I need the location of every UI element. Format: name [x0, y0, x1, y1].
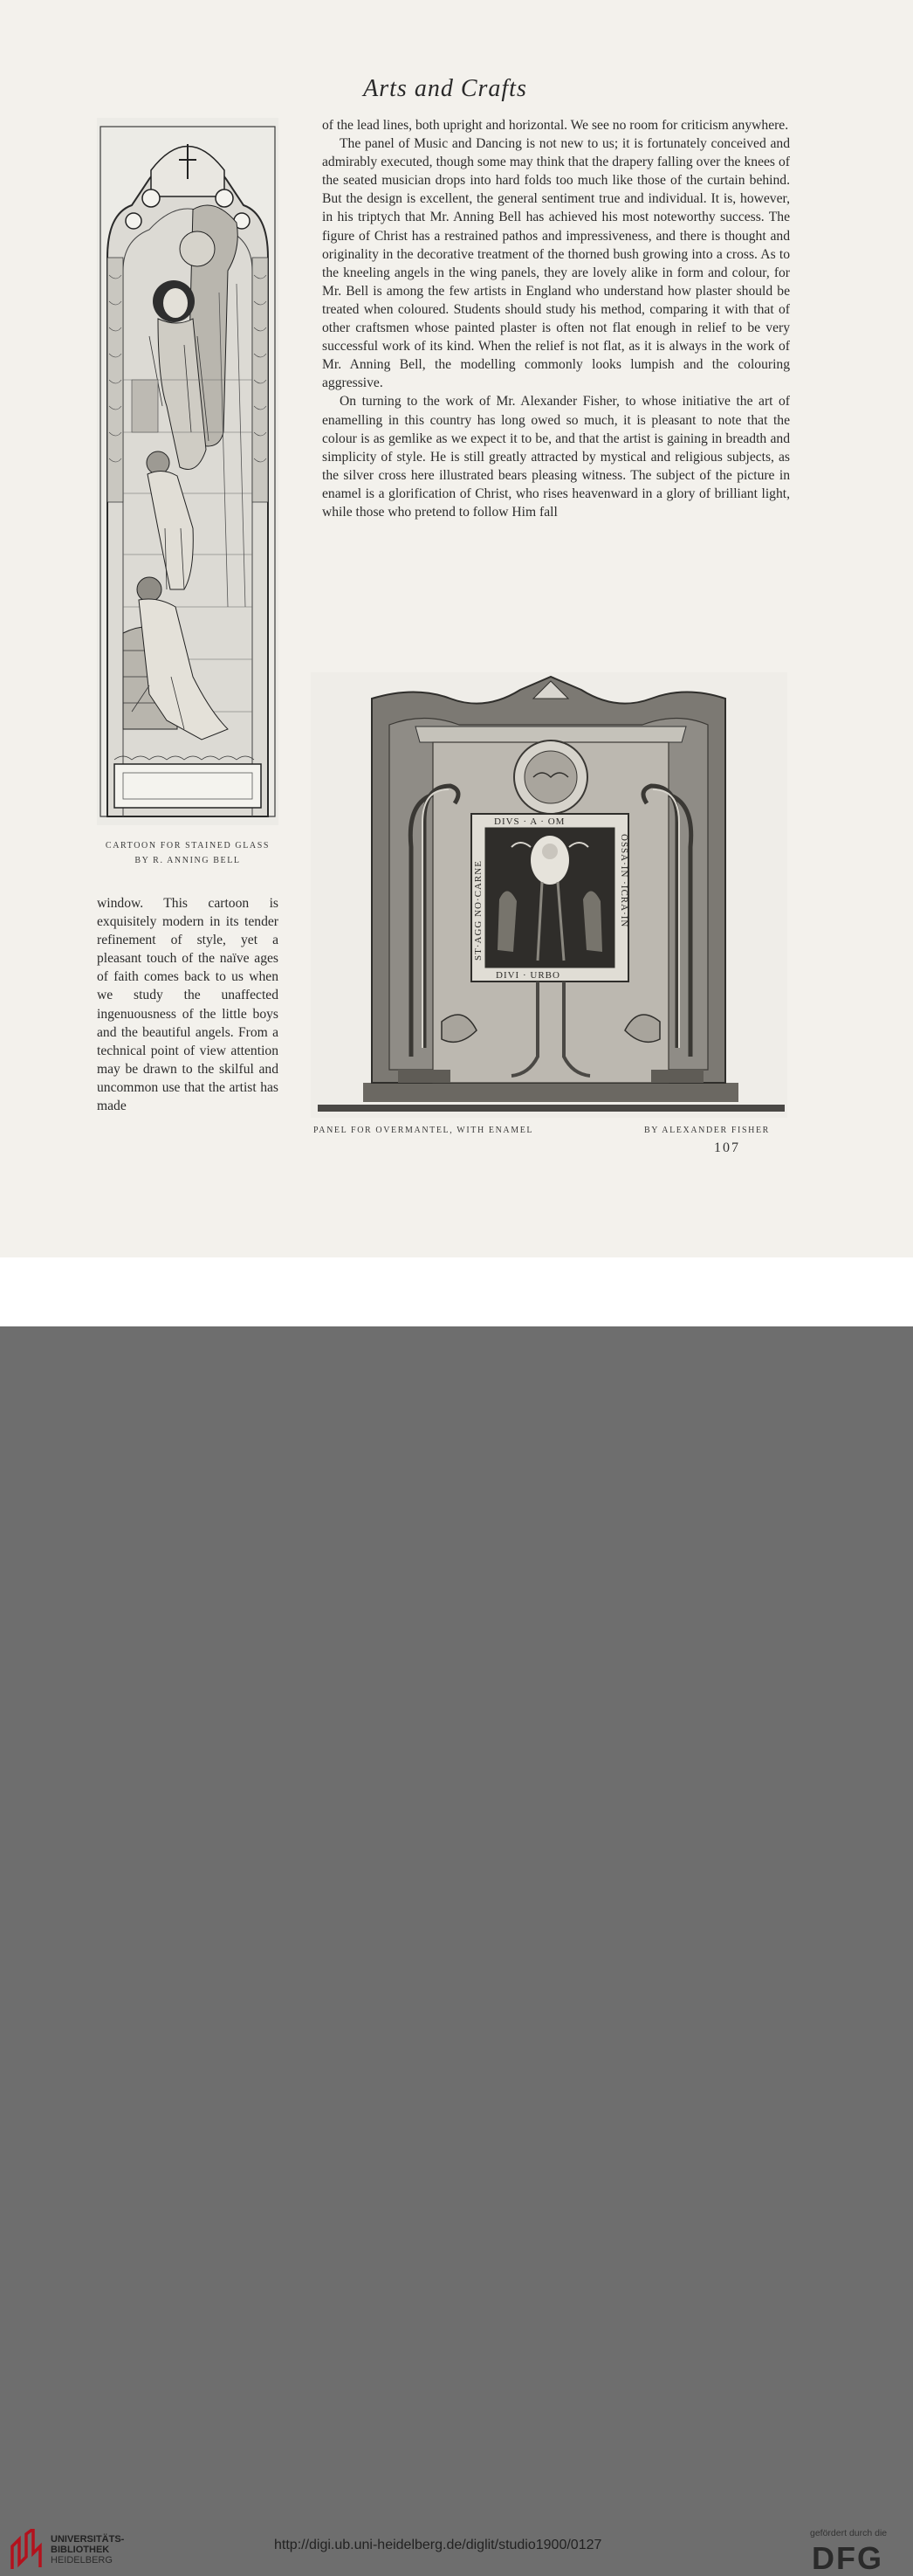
page-number: 107	[714, 1140, 740, 1155]
scanned-page	[0, 0, 913, 1257]
paragraph: The panel of Music and Dancing is not new to us; it is fortunately conceived and admirably executed, though some may think that the drapery falling over the knees of the seated musician drops into hard folds too much like those of the curtain behind. But the design is excellent, the general sentiment true and individual. It is, however, in his triptych that Mr. Anning Bell has achieved his most noteworthy success. The figure of Christ has a restrained pathos and impressiveness, and there is thought and originality in the decorative treatment of the thorned bush growing into a cross. As to the kneeling angels in the wing panels, they are lovely alike in form and colour, for Mr. Bell is among the few artists in England who understand how plaster should be treated when coloured. Students should study his method, comparing it with that of other craftsmen whose painted plaster is often not flat enough in relief to be very successful work of its kind. When the relief is not flat, as it is always in the work of Mr. Anning Bell, the modelling commonly looks lumpish and the colouring aggressive.	[322, 136, 790, 391]
overmantel-panel-illustration	[311, 672, 787, 1118]
panel-inscription-right: OSSA·IN ·ICRA·IN	[619, 834, 629, 928]
paragraph: On turning to the work of Mr. Alexander Fisher, to whose initiative the art of enamelling in this country has long owed so much, it is pleasant to note that the colour is as gemlike as we expect it to be, and that the artist is gaining in breadth and simplicity of style. He is still greatly attracted by mystical and religious subjects, as the silver cross here illustrated bears pleasing witness. The subject of the picture in enamel is a glorification of Christ, who rises heavenward in a glory of brilliant light, while those who pretend to follow Him fall	[322, 394, 790, 520]
library-line-2: BIBLIOTHEK	[51, 2545, 110, 2555]
panel-inscription-top: DIVS · A · OM	[494, 816, 566, 827]
right-caption-title: PANEL FOR OVERMANTEL, WITH ENAMEL	[313, 1126, 534, 1135]
right-caption-artist: BY ALEXANDER FISHER	[644, 1126, 770, 1135]
dfg-logo[interactable]: DFG	[812, 2540, 883, 2576]
digitization-footer	[0, 1257, 913, 2576]
permalink-url[interactable]: http://digi.ub.uni-heidelberg.de/diglit/studio1900/0127	[274, 2538, 602, 2552]
library-line-1: UNIVERSITÄTS-	[51, 2534, 125, 2545]
left-column-text: window. This cartoon is exquisitely modern in its tender refinement of style, yet a pleasant touch of the naïve ages of faith comes back to us when we study the unaffected ingenuousness of the little boys and the beautiful angels. From a technical point of view attention may be drawn to the skilful and uncommon use that the artist has made	[97, 896, 278, 1114]
left-caption-artist: BY R. ANNING BELL	[134, 856, 241, 865]
left-caption-title: CARTOON FOR STAINED GLASS	[105, 841, 271, 851]
panel-inscription-bottom: DIVI · URBO	[496, 970, 560, 981]
stained-glass-cartoon-illustration	[97, 118, 278, 825]
main-body-text	[322, 116, 790, 521]
running-head: Arts and Crafts	[363, 75, 527, 102]
paragraph: of the lead lines, both upright and horizontal. We see no room for criticism anywhere.	[322, 118, 789, 133]
funded-by-label: gefördert durch die	[810, 2528, 888, 2538]
library-name	[51, 2534, 124, 2566]
panel-inscription-left: ST·AGG NO·CARNE	[473, 860, 484, 961]
left-figure-caption	[97, 838, 278, 868]
library-line-3: HEIDELBERG	[51, 2555, 113, 2566]
university-library-logo-icon[interactable]	[10, 2529, 45, 2571]
